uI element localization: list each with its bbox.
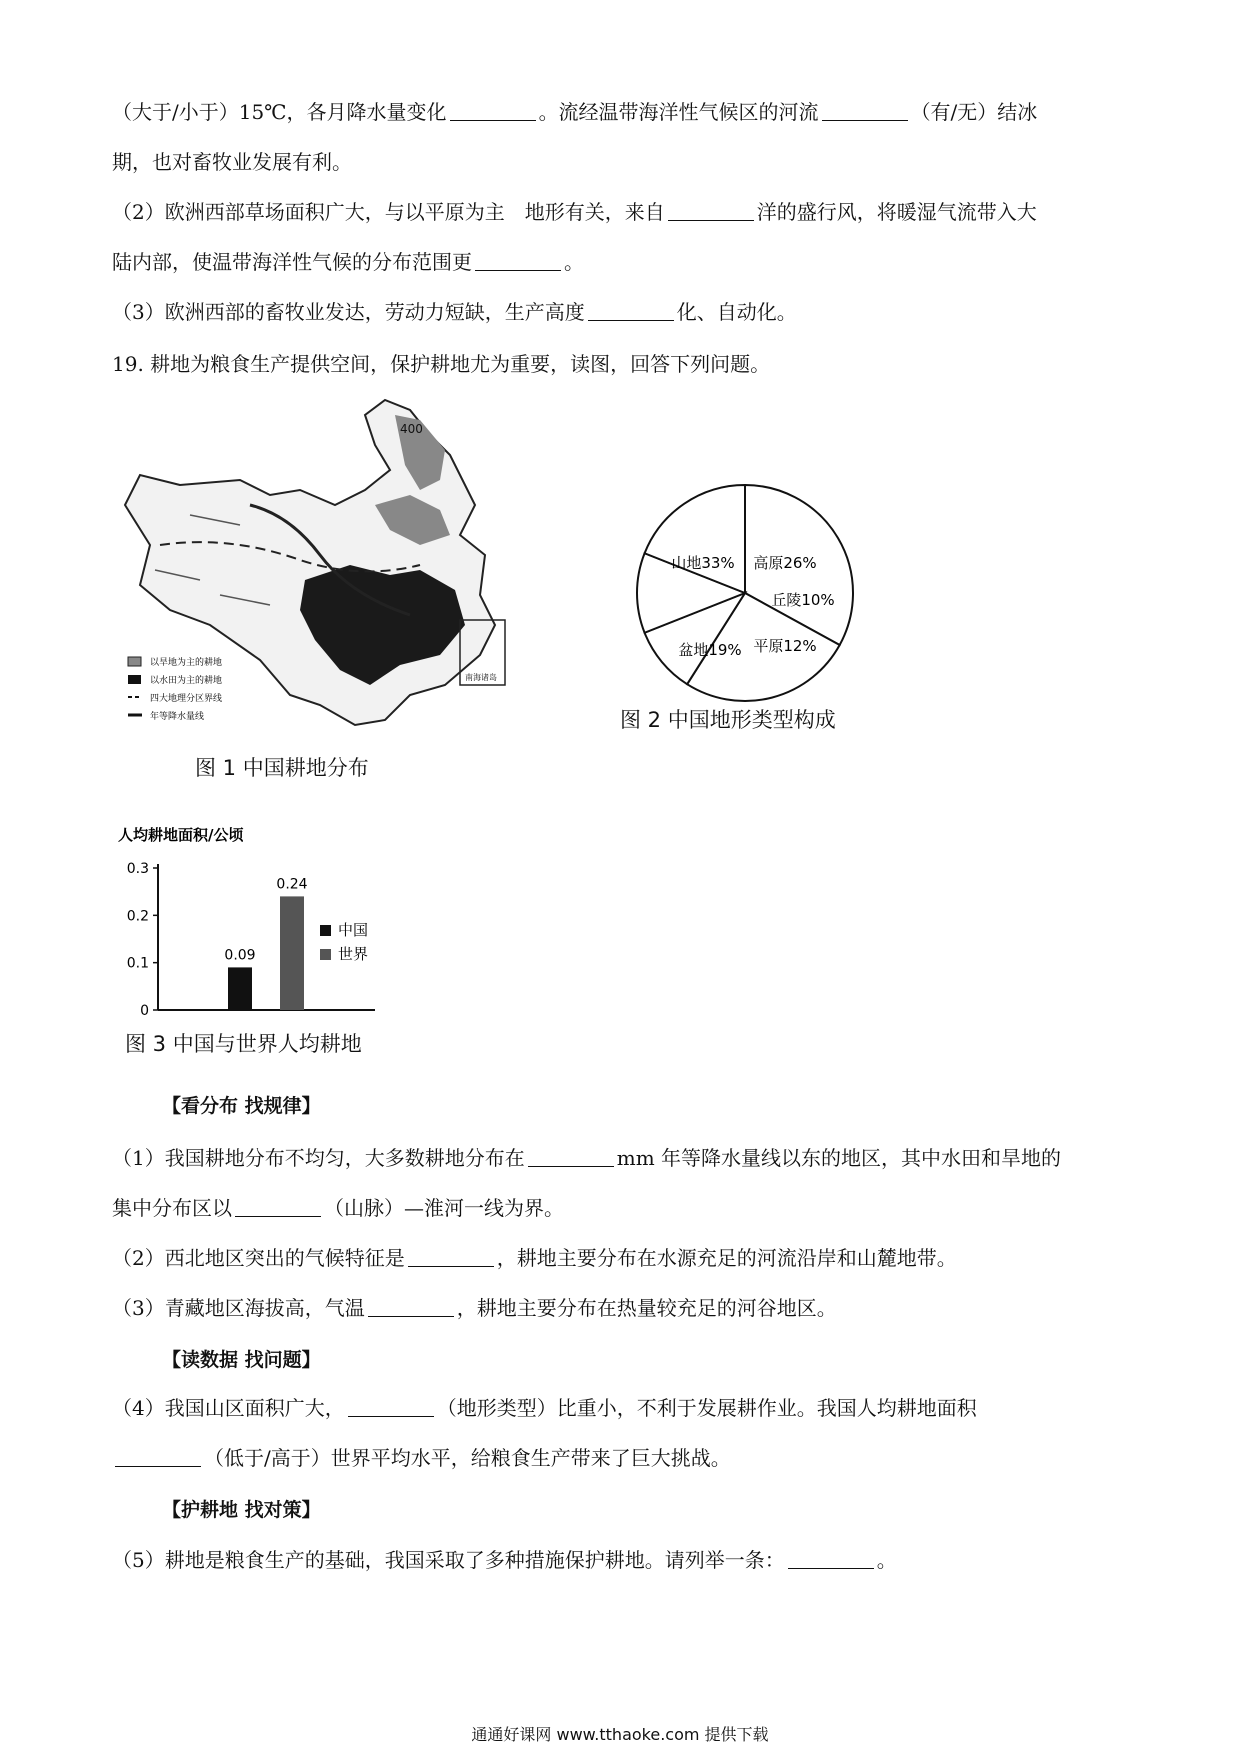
bar-legend-label: 中国 [338, 921, 369, 939]
section-heading-distribution: 【看分布 找规律】 [162, 1095, 321, 1117]
svg-text:南海诸岛: 南海诸岛 [465, 673, 497, 682]
section-heading-protect: 【护耕地 找对策】 [162, 1499, 321, 1521]
answer-blank[interactable] [588, 300, 674, 321]
pie-label-0: 山地33% [671, 554, 735, 572]
isoline-label: 400 [400, 422, 423, 436]
text-q4-line2: （低于/高于）世界平均水平，给粮食生产带来了巨大挑战。 [112, 1444, 731, 1472]
question-19: 19. 耕地为粮食生产提供空间，保护耕地尤为重要，读图，回答下列问题。 [112, 352, 771, 376]
bar-legend-label: 世界 [338, 945, 369, 963]
answer-blank[interactable] [475, 250, 561, 271]
bar-ytick-label: 0.3 [126, 861, 149, 877]
text-q5: （5）耕地是粮食生产的基础，我国采取了多种措施保护耕地。请列举一条： 。 [112, 1548, 897, 1572]
pie-label-2: 丘陵10% [771, 591, 835, 609]
bar-legend-swatch [320, 949, 331, 960]
text-line-1: （大于/小于）15℃，各月降水量变化 。流经温带海洋性气候区的河流 （有/无）结冰 [112, 100, 1038, 124]
text-line-5: （3）欧洲西部的畜牧业发达，劳动力短缺，生产高度 化、自动化。 [112, 300, 797, 324]
text-q1-line2: 集中分布区以 （山脉）—淮河一线为界。 [112, 1196, 564, 1220]
text-q4-line1: （4）我国山区面积广大， （地形类型）比重小，不利于发展耕作业。我国人均耕地面积 [112, 1396, 977, 1420]
answer-blank[interactable] [115, 1446, 201, 1467]
bar-ytick-label: 0.1 [126, 955, 149, 972]
terrain-pie-chart [630, 478, 860, 708]
section-heading-data: 【读数据 找问题】 [162, 1349, 321, 1371]
pie-label-3: 平原12% [753, 637, 817, 655]
answer-blank[interactable] [788, 1548, 874, 1569]
figure2-caption: 图 2 中国地形类型构成 [620, 708, 836, 732]
answer-blank[interactable] [408, 1246, 494, 1267]
figure3-caption: 图 3 中国与世界人均耕地 [125, 1032, 362, 1056]
svg-text:以水田为主的耕地: 以水田为主的耕地 [150, 676, 223, 686]
bar-ytick-label: 0 [140, 1003, 149, 1019]
text-q2: （2）西北地区突出的气候特征是 ，耕地主要分布在水源充足的河流沿岸和山麓地带。 [112, 1246, 957, 1270]
answer-blank[interactable] [368, 1296, 454, 1317]
text-q1-line1: （1）我国耕地分布不均匀，大多数耕地分布在 mm 年等降水量线以东的地区，其中水田和旱地的 [112, 1146, 1062, 1170]
map-legend [128, 656, 222, 722]
text-line-4: 陆内部，使温带海洋性气候的分布范围更 。 [112, 250, 584, 274]
text-line-2: 期，也对畜牧业发展有利。 [112, 150, 352, 174]
bar-世界 [280, 896, 304, 1010]
text-line-3: （2）欧洲西部草场面积广大，与以平原为主 地形有关，来自 洋的盛行风，将暖湿气流带入大 [112, 200, 1037, 224]
answer-blank[interactable] [450, 100, 536, 121]
svg-text:以旱地为主的耕地: 以旱地为主的耕地 [150, 658, 223, 668]
bar-legend-swatch [320, 925, 331, 936]
pie-label-4: 盆地19% [678, 641, 742, 659]
china-cropland-map [120, 395, 560, 740]
figure1-caption: 图 1 中国耕地分布 [195, 756, 369, 780]
answer-blank[interactable] [822, 100, 908, 121]
bar-value-label: 0.24 [276, 876, 308, 893]
svg-text:四大地理分区界线: 四大地理分区界线 [150, 694, 223, 704]
page-footer: 通通好课网 www.tthaoke.com 提供下载 [471, 1725, 769, 1744]
pie-label-1: 高原26% [753, 554, 817, 572]
bar-中国 [228, 967, 252, 1010]
answer-blank[interactable] [348, 1396, 434, 1417]
answer-blank[interactable] [668, 200, 754, 221]
cropland-bar-chart [110, 820, 450, 1020]
answer-blank[interactable] [235, 1196, 321, 1217]
bar-ytick-label: 0.2 [126, 908, 149, 925]
bar-value-label: 0.09 [224, 947, 256, 964]
answer-blank[interactable] [528, 1146, 614, 1167]
svg-text:年等降水量线: 年等降水量线 [150, 712, 205, 722]
bar-ylabel: 人均耕地面积/公顷 [118, 826, 244, 844]
text-q3: （3）青藏地区海拔高，气温 ，耕地主要分布在热量较充足的河谷地区。 [112, 1296, 837, 1320]
